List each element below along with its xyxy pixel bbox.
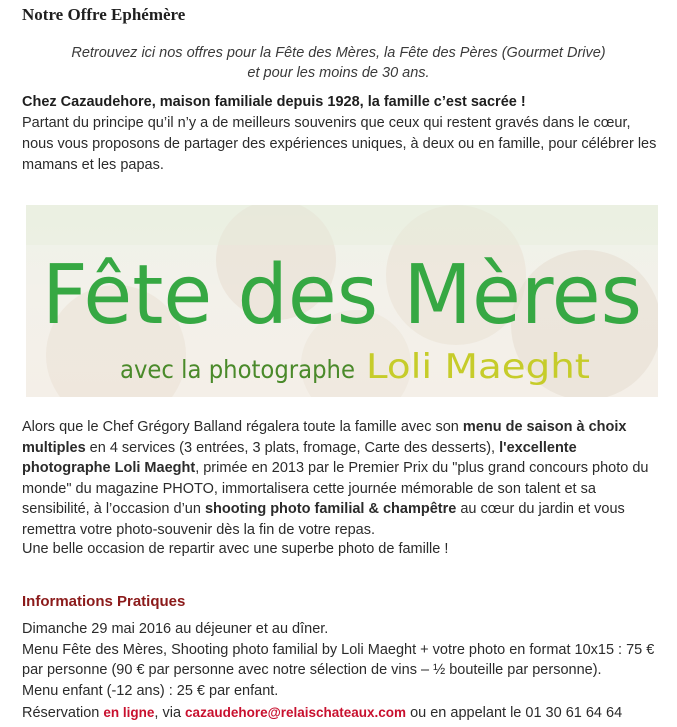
banner-graphic <box>26 205 658 397</box>
info-paragraph <box>22 619 672 701</box>
family-lead: Chez Cazaudehore, maison familiale depuis 1928, la famille c’est sacrée ! <box>22 94 526 110</box>
page-title: Notre Offre Ephémère <box>22 5 186 24</box>
menu-highlight-1: menu de saison à choix multiples <box>22 419 627 456</box>
banner-subtitle-prefix: avec la photographe <box>120 355 355 384</box>
reservation-line <box>22 703 672 723</box>
info-title: Informations Pratiques <box>22 593 186 610</box>
info-date: Dimanche 29 mai 2016 au déjeuner et au dîner. <box>22 621 329 637</box>
info-child-price: Menu enfant (-12 ans) : 25 € par enfant. <box>22 682 279 699</box>
intro-text <box>0 43 677 83</box>
banner-headline: Fête des Mères <box>42 248 642 343</box>
family-paragraph <box>22 92 662 176</box>
menu-text-4: au cœur du jardin et vous remettra votre photo-souvenir dès la fin de votre repas. <box>22 501 625 538</box>
reservation-phone: ou en appelant le 01 30 61 64 64 <box>406 705 623 721</box>
info-menu-price: Menu Fête des Mères, Shooting photo familial by Loli Maeght + votre photo en format 10x15 : 75 € par personne (90 € par personne avec notre sélection de vins – ½ bouteille par personne). <box>22 641 655 678</box>
fete-des-meres-banner <box>26 205 658 397</box>
banner-foliage <box>26 205 658 245</box>
menu-paragraph <box>22 417 667 540</box>
family-body: Partant du principe qu’il n’y a de meilleurs souvenirs que ceux qui restent gravés dans le cœur, nous vous proposons de partager des expériences uniques, à deux ou en famille, pour célébrer les mamans et les papas. <box>22 115 657 173</box>
online-booking-link[interactable]: en ligne <box>103 705 155 720</box>
menu-text-3: , primée en 2013 par le Premier Prix du "plus grand concours photo du monde" du magazine PHOTO, immortalisera cette journée mémorable de son talent et sa sensibilité, à l’occasion d’un <box>22 460 649 517</box>
intro-line-1: Retrouvez ici nos offres pour la Fête des Mères, la Fête des Pères (Gourmet Drive) <box>71 45 606 61</box>
banner-photographer-name: Loli Maeght <box>366 347 590 387</box>
reservation-prefix: Réservation <box>22 705 104 721</box>
occasion-paragraph: Une belle occasion de repartir avec une superbe photo de famille ! <box>22 541 449 557</box>
reservation-mid: , via <box>154 705 186 721</box>
intro-line-2: et pour les moins de 30 ans. <box>247 65 430 81</box>
email-link[interactable]: cazaudehore@relaischateaux.com <box>185 705 407 720</box>
menu-highlight-2: l'excellente photographe Loli Maeght <box>22 439 577 476</box>
menu-text-2: en 4 services (3 entrées, 3 plats, fromage, Carte des desserts), <box>85 439 500 456</box>
menu-highlight-3: shooting photo familial & champêtre <box>204 501 457 517</box>
menu-text-1: Alors que le Chef Grégory Balland régalera toute la famille avec son <box>22 419 463 435</box>
